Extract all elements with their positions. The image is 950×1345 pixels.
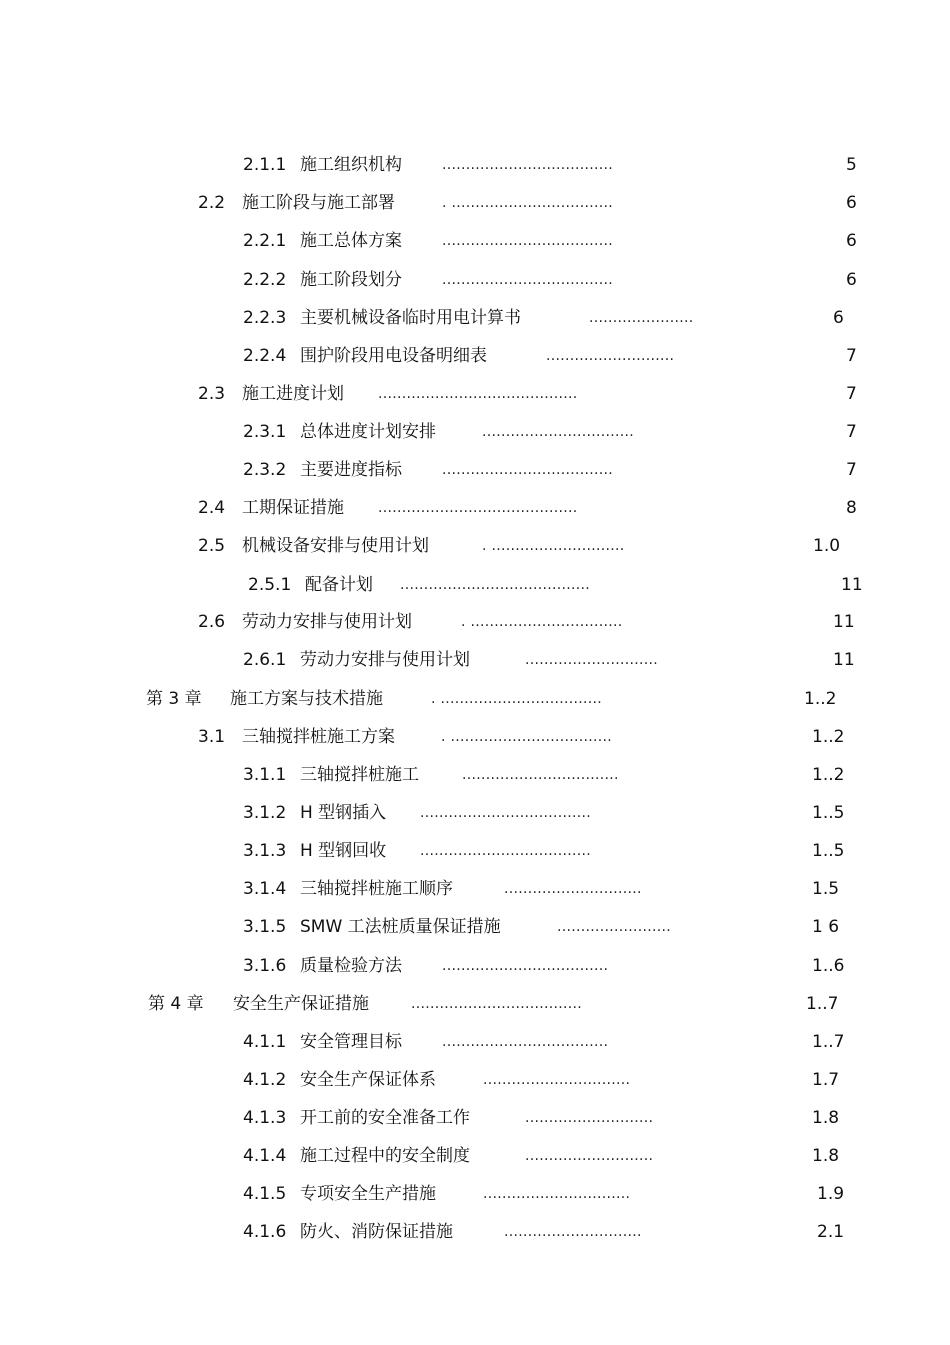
toc-entry-title: H 型钢插入 (300, 803, 387, 823)
toc-entry-title: 施工进度计划 (242, 384, 344, 404)
toc-entry[interactable] (0, 801, 950, 825)
toc-entry[interactable] (0, 725, 950, 749)
toc-entry-leader: .................................... (420, 843, 592, 859)
toc-entry[interactable] (0, 1144, 950, 1168)
toc-entry[interactable] (0, 1030, 950, 1054)
toc-entry-number: 3.1.6 (243, 956, 287, 976)
toc-entry-leader: .................................... (442, 462, 614, 478)
toc-entry-leader: ............................ (525, 652, 659, 668)
toc-entry-page: 6 (846, 270, 857, 290)
toc-entry-page: 5 (846, 155, 857, 175)
toc-entry[interactable] (0, 877, 950, 901)
toc-entry-number: 2.3.1 (243, 422, 287, 442)
toc-entry[interactable] (0, 839, 950, 863)
toc-entry-leader: .................................... (442, 157, 614, 173)
toc-entry[interactable] (0, 573, 950, 597)
toc-entry-number: 3.1.3 (243, 841, 287, 861)
toc-entry-leader: ............................... (483, 1072, 631, 1088)
toc-entry-number: 3.1 (198, 727, 226, 747)
toc-entry-number: 2.3.2 (243, 460, 287, 480)
toc-entry-number: 4.1.6 (243, 1222, 287, 1242)
toc-entry[interactable] (0, 268, 950, 292)
toc-entry[interactable] (0, 763, 950, 787)
toc-entry[interactable] (0, 915, 950, 939)
toc-entry-page: 7 (846, 460, 857, 480)
toc-entry-number: 2.2 (198, 193, 226, 213)
toc-entry-number: 第 4 章 (148, 994, 204, 1014)
toc-entry-leader: ........................ (557, 919, 672, 935)
toc-entry-leader: ................................... (442, 1034, 609, 1050)
toc-entry-leader: .................................... (420, 805, 592, 821)
toc-entry-page: 2.1 (817, 1222, 845, 1242)
toc-entry-leader: . ............................ (482, 538, 625, 554)
toc-entry-number: 4.1.1 (243, 1032, 287, 1052)
toc-entry-title: 主要进度指标 (300, 460, 402, 480)
toc-entry-title: H 型钢回收 (300, 841, 387, 861)
toc-entry-number: 2.6.1 (243, 650, 287, 670)
toc-entry-title: 三轴搅拌桩施工 (300, 765, 419, 785)
toc-entry-number: 2.6 (198, 612, 226, 632)
toc-entry-page: 11 (833, 612, 855, 632)
toc-entry[interactable] (0, 687, 950, 711)
toc-entry-page: 1.8 (812, 1108, 840, 1128)
toc-entry-title: 施工总体方案 (300, 231, 402, 251)
toc-entry-number: 3.1.2 (243, 803, 287, 823)
toc-entry-title: 主要机械设备临时用电计算书 (300, 308, 521, 328)
toc-entry-leader: . ................................ (461, 614, 623, 630)
toc-entry-page: 6 (846, 231, 857, 251)
toc-entry-leader: ............................... (483, 1186, 631, 1202)
toc-entry[interactable] (0, 458, 950, 482)
toc-entry-leader: . .................................. (441, 729, 613, 745)
toc-entry-number: 4.1.3 (243, 1108, 287, 1128)
toc-entry-leader: ............................. (504, 881, 642, 897)
toc-entry-page: 1.0 (813, 536, 841, 556)
toc-entry-page: 1..7 (806, 994, 839, 1014)
toc-entry-number: 2.2.4 (243, 346, 287, 366)
toc-entry-leader: ............................. (504, 1224, 642, 1240)
toc-entry-title: SMW 工法桩质量保证措施 (300, 917, 501, 937)
toc-entry[interactable] (0, 344, 950, 368)
toc-entry-page: 6 (846, 193, 857, 213)
toc-entry-title: 劳动力安排与使用计划 (242, 612, 412, 632)
toc-entry[interactable] (0, 229, 950, 253)
toc-entry-page: 11 (841, 575, 863, 595)
toc-entry[interactable] (0, 420, 950, 444)
toc-entry-title: 总体进度计划安排 (300, 422, 436, 442)
toc-entry-page: 1..2 (812, 765, 845, 785)
toc-entry[interactable] (0, 1106, 950, 1130)
toc-entry-leader: .................................... (411, 996, 583, 1012)
toc-entry-number: 2.5.1 (248, 575, 292, 595)
toc-entry[interactable] (0, 153, 950, 177)
toc-entry-title: 配备计划 (305, 575, 373, 595)
toc-entry-leader: . .................................. (431, 691, 603, 707)
toc-entry-title: 专项安全生产措施 (300, 1184, 436, 1204)
toc-entry-number: 3.1.5 (243, 917, 287, 937)
toc-entry-number: 2.2.1 (243, 231, 287, 251)
toc-entry-page: 1..2 (812, 727, 845, 747)
toc-entry[interactable] (0, 191, 950, 215)
toc-entry-page: 7 (846, 346, 857, 366)
toc-entry-title: 三轴搅拌桩施工顺序 (300, 879, 453, 899)
toc-entry[interactable] (0, 1068, 950, 1092)
toc-entry-number: 第 3 章 (146, 689, 202, 709)
toc-entry-leader: ........................... (546, 348, 675, 364)
toc-entry-page: 1.5 (812, 879, 840, 899)
toc-entry-page: 8 (846, 498, 857, 518)
toc-entry[interactable] (0, 306, 950, 330)
toc-entry-title: 开工前的安全准备工作 (300, 1108, 470, 1128)
toc-entry-number: 2.2.2 (243, 270, 287, 290)
toc-entry[interactable] (0, 534, 950, 558)
toc-entry-page: 1..2 (804, 689, 837, 709)
toc-entry[interactable] (0, 992, 950, 1016)
toc-entry-title: 安全管理目标 (300, 1032, 402, 1052)
toc-entry-leader: ........................................ (400, 577, 591, 593)
toc-entry-title: 安全生产保证措施 (233, 994, 369, 1014)
toc-entry-number: 2.1.1 (243, 155, 287, 175)
toc-entry-page: 1 6 (812, 917, 840, 937)
toc-entry-number: 4.1.5 (243, 1184, 287, 1204)
toc-entry-page: 6 (833, 308, 844, 328)
toc-entry-leader: ........................... (525, 1148, 654, 1164)
toc-entry-title: 机械设备安排与使用计划 (242, 536, 429, 556)
toc-entry-page: 1.7 (812, 1070, 840, 1090)
toc-entry-title: 施工阶段与施工部署 (242, 193, 395, 213)
toc-entry-title: 施工过程中的安全制度 (300, 1146, 470, 1166)
toc-entry-title: 围护阶段用电设备明细表 (300, 346, 487, 366)
toc-entry-title: 施工方案与技术措施 (230, 689, 383, 709)
toc-entry-page: 1.9 (817, 1184, 845, 1204)
toc-entry-number: 2.3 (198, 384, 226, 404)
toc-entry-page: 1..5 (812, 803, 845, 823)
toc-entry-page: 1.8 (812, 1146, 840, 1166)
toc-entry-title: 三轴搅拌桩施工方案 (242, 727, 395, 747)
toc-entry-title: 质量检验方法 (300, 956, 402, 976)
toc-entry[interactable] (0, 496, 950, 520)
toc-entry-page: 1..6 (812, 956, 845, 976)
toc-entry-leader: .................................... (442, 233, 614, 249)
toc-entry[interactable] (0, 610, 950, 634)
toc-entry[interactable] (0, 382, 950, 406)
toc-entry-page: 7 (846, 384, 857, 404)
toc-entry-number: 4.1.2 (243, 1070, 287, 1090)
toc-entry-title: 施工阶段划分 (300, 270, 402, 290)
toc-entry-page: 11 (833, 650, 855, 670)
toc-entry[interactable] (0, 648, 950, 672)
toc-entry-leader: .......................................... (378, 386, 578, 402)
toc-entry-title: 工期保证措施 (242, 498, 344, 518)
toc-entry-leader: ................................... (442, 958, 609, 974)
toc-entry-leader: ................................. (462, 767, 619, 783)
toc-entry-page: 1..7 (812, 1032, 845, 1052)
toc-entry[interactable] (0, 1182, 950, 1206)
toc-entry-number: 4.1.4 (243, 1146, 287, 1166)
toc-entry-leader: . .................................. (442, 195, 614, 211)
toc-entry-leader: ...................... (589, 310, 694, 326)
toc-entry-number: 2.4 (198, 498, 226, 518)
toc-entry-title: 劳动力安排与使用计划 (300, 650, 470, 670)
toc-entry-number: 3.1.1 (243, 765, 287, 785)
toc-entry-number: 2.2.3 (243, 308, 287, 328)
toc-entry-number: 2.5 (198, 536, 226, 556)
toc-entry-leader: ................................ (482, 424, 635, 440)
toc-entry[interactable] (0, 954, 950, 978)
toc-entry-leader: .......................................... (378, 500, 578, 516)
toc-entry-page: 7 (846, 422, 857, 442)
toc-entry-title: 安全生产保证体系 (300, 1070, 436, 1090)
toc-entry-leader: .................................... (442, 272, 614, 288)
toc-entry[interactable] (0, 1220, 950, 1244)
toc-entry-number: 3.1.4 (243, 879, 287, 899)
toc-entry-title: 防火、消防保证措施 (300, 1222, 453, 1242)
toc-entry-title: 施工组织机构 (300, 155, 402, 175)
toc-entry-leader: ........................... (525, 1110, 654, 1126)
toc-entry-page: 1..5 (812, 841, 845, 861)
